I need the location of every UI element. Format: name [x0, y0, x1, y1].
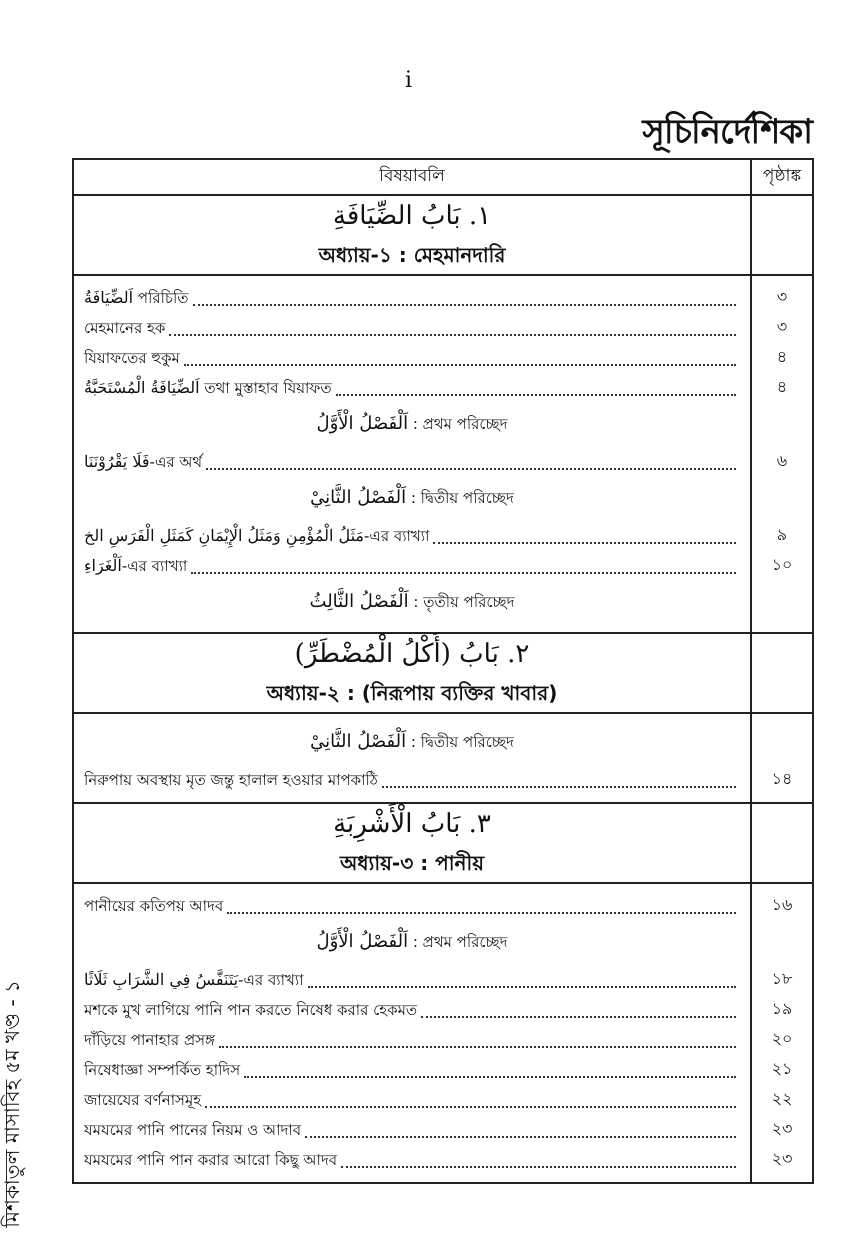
chapter-3-entries — [73, 883, 751, 1183]
chapter-2-bangla: অধ্যায়-২ : (নিরূপায় ব্যক্তির খাবার) — [266, 681, 558, 705]
toc-header-row — [73, 159, 813, 195]
list-item — [84, 1144, 740, 1174]
entry-arabic: مَثَلُ الْمُؤْمِنِ وَمَثَلُ الْإِيْمَانِ كَمَثَلِ الْفَرَسِ الخ — [84, 526, 364, 545]
entry-arabic: اَلضِّيَافَةُ الْمُسْتَحَبَّةُ — [84, 378, 200, 397]
chapter-1-pages — [751, 275, 813, 633]
chapter-3-arabic: ٣. بَابُ الْأَشْرِبَةِ — [333, 809, 491, 839]
entry-text: নিরুপায় অবস্থায় মৃত জন্তু হালাল হওয়ার মাপকাঠি — [84, 771, 378, 789]
leader-dots — [336, 394, 736, 396]
entry-arabic: يَتَنَفَّسُ فِي الشَّرَابِ ثَلَاثًا — [84, 970, 239, 989]
entry-text: দাঁড়িয়ে পানাহার প্রসঙ্গ — [84, 1031, 215, 1049]
section-arabic: اَلْفَصْلُ الثَّالِثُ — [309, 591, 409, 612]
list-item — [84, 342, 740, 372]
page-ref: ২১ — [771, 1059, 793, 1078]
chapter-2-entries-row — [73, 713, 813, 803]
entry-text: মশকে মুখ লাগিয়ে পানি পান করতে নিষেধ করার হেকমত — [84, 1001, 418, 1019]
chapter-2-heading-row — [73, 633, 813, 713]
list-item — [84, 1024, 740, 1054]
page-ref: ৩ — [776, 317, 788, 336]
chapter-1-arabic: ١. بَابُ الضِّيَافَةِ — [332, 201, 492, 231]
leader-dots — [193, 304, 736, 306]
entry-text: নিষেধাজ্ঞা সম্পর্কিত হাদিস — [84, 1061, 241, 1079]
page-ref: ১৪ — [771, 769, 793, 788]
section-heading — [84, 720, 740, 764]
page-ref: ২৩ — [771, 1149, 793, 1168]
chapter-3-page-cell — [751, 803, 813, 883]
leader-dots — [206, 468, 736, 470]
section-arabic: اَلْفَصْلُ الْأَوَّلُ — [316, 931, 409, 952]
page-ref: ১৬ — [771, 895, 793, 914]
chapter-1-bangla: অধ্যায়-১ : মেহমানদারি — [318, 243, 506, 267]
leader-dots — [205, 1106, 736, 1108]
section-arabic: اَلْفَصْلُ الثَّانِيْ — [310, 487, 407, 508]
list-item — [84, 1084, 740, 1114]
section-heading — [84, 402, 740, 446]
toc-table — [72, 158, 814, 1184]
section-heading — [84, 580, 740, 624]
section-text: : দ্বিতীয় পরিচ্ছেদ — [406, 733, 514, 751]
entry-text: -এর ব্যাখ্যা — [364, 527, 430, 545]
leader-dots — [219, 1046, 736, 1048]
chapter-1-heading-row — [73, 195, 813, 275]
chapter-1-entries-row — [73, 275, 813, 633]
entry-text: যমযমের পানি পান করার আরো কিছু আদব — [84, 1151, 338, 1169]
page-ref: ১৯ — [771, 999, 793, 1018]
section-heading — [84, 920, 740, 964]
entry-text: যিয়াফতের হুকুম — [84, 349, 180, 367]
chapter-1-entries — [73, 275, 751, 633]
chapter-2-pages — [751, 713, 813, 803]
entry-arabic: اَلْغَرَاءِ — [84, 556, 122, 575]
entry-arabic: فَلَا يَقْرُوْنَنَا — [84, 452, 150, 471]
leader-dots — [433, 542, 736, 544]
chapter-3-pages — [751, 883, 813, 1183]
page-ref: ২৩ — [771, 1119, 793, 1138]
page-ref: ৯ — [776, 525, 788, 544]
side-margin-text: মিশকাতুল মাসাবিহ ৫ম খণ্ড - ১ — [0, 980, 24, 1228]
section-arabic: اَلْفَصْلُ الثَّانِيْ — [310, 731, 407, 752]
leader-dots — [382, 786, 736, 788]
chapter-2-entries — [73, 713, 751, 803]
section-text: : প্রথম পরিচ্ছেদ — [408, 415, 508, 433]
list-item — [84, 520, 740, 550]
page-ref: ১০ — [771, 555, 793, 574]
col-page-header: পৃষ্ঠাঙ্ক — [751, 159, 813, 195]
leader-dots — [341, 1166, 736, 1168]
chapter-2-page-cell — [751, 633, 813, 713]
entry-text: পরিচিতি — [133, 289, 189, 307]
chapter-2-heading — [73, 633, 751, 713]
list-item — [84, 890, 740, 920]
list-item — [84, 312, 740, 342]
entry-text: তথা মুস্তাহাব যিয়াফত — [199, 379, 332, 397]
leader-dots — [305, 1136, 736, 1138]
page-ref: ৩ — [776, 287, 788, 306]
list-item — [84, 550, 740, 580]
leader-dots — [191, 572, 736, 574]
list-item — [84, 764, 740, 794]
page-ref: ৬ — [776, 451, 788, 470]
entry-text: -এর ব্যাখ্যা — [238, 971, 304, 989]
col-topic-header: বিষয়াবলি — [73, 159, 751, 195]
list-item — [84, 446, 740, 476]
list-item — [84, 372, 740, 402]
section-text: : তৃতীয় পরিচ্ছেদ — [408, 593, 515, 611]
chapter-1-heading — [73, 195, 751, 275]
list-item — [84, 994, 740, 1024]
chapter-3-bangla: অধ্যায়-৩ : পানীয় — [340, 851, 484, 875]
chapter-2-arabic: ٢. بَابُ (أَكْلُ الْمُضْطَرِّ) — [294, 639, 530, 669]
section-arabic: اَلْفَصْلُ الْأَوَّلُ — [316, 413, 409, 434]
leader-dots — [421, 1016, 736, 1018]
leader-dots — [308, 986, 736, 988]
entry-text: জায়েযের বর্ণনাসমূহ — [84, 1091, 202, 1109]
list-item — [84, 1114, 740, 1144]
entry-text: -এর অর্থ — [149, 453, 203, 471]
list-item — [84, 964, 740, 994]
list-item — [84, 1054, 740, 1084]
entry-text: -এর ব্যাখ্যা — [121, 557, 188, 575]
leader-dots — [184, 364, 736, 366]
leader-dots — [244, 1076, 736, 1078]
leader-dots — [169, 334, 736, 336]
section-heading — [84, 476, 740, 520]
section-text: : প্রথম পরিচ্ছেদ — [408, 933, 508, 951]
chapter-3-heading-row — [73, 803, 813, 883]
list-item — [84, 282, 740, 312]
page-ref: ২২ — [771, 1089, 793, 1108]
page-ref: ৪ — [776, 347, 788, 366]
entry-text: পানীয়ের কতিপয় আদব — [84, 897, 224, 915]
chapter-1-page-cell — [751, 195, 813, 275]
entry-text: মেহমানের হক — [84, 319, 166, 337]
leader-dots — [227, 912, 736, 914]
page-number: i — [405, 68, 413, 93]
chapter-3-heading — [73, 803, 751, 883]
page-title: সূচিনির্দেশিকা — [642, 112, 812, 152]
section-text: : দ্বিতীয় পরিচ্ছেদ — [406, 489, 514, 507]
page-ref: ২০ — [771, 1029, 793, 1048]
page-ref: ৪ — [776, 377, 788, 396]
entry-arabic: اَلضِّيَافَةُ — [84, 288, 134, 307]
chapter-3-entries-row — [73, 883, 813, 1183]
page-ref: ১৮ — [771, 969, 793, 988]
entry-text: যমযমের পানি পানের নিয়ম ও আদাব — [84, 1121, 302, 1139]
